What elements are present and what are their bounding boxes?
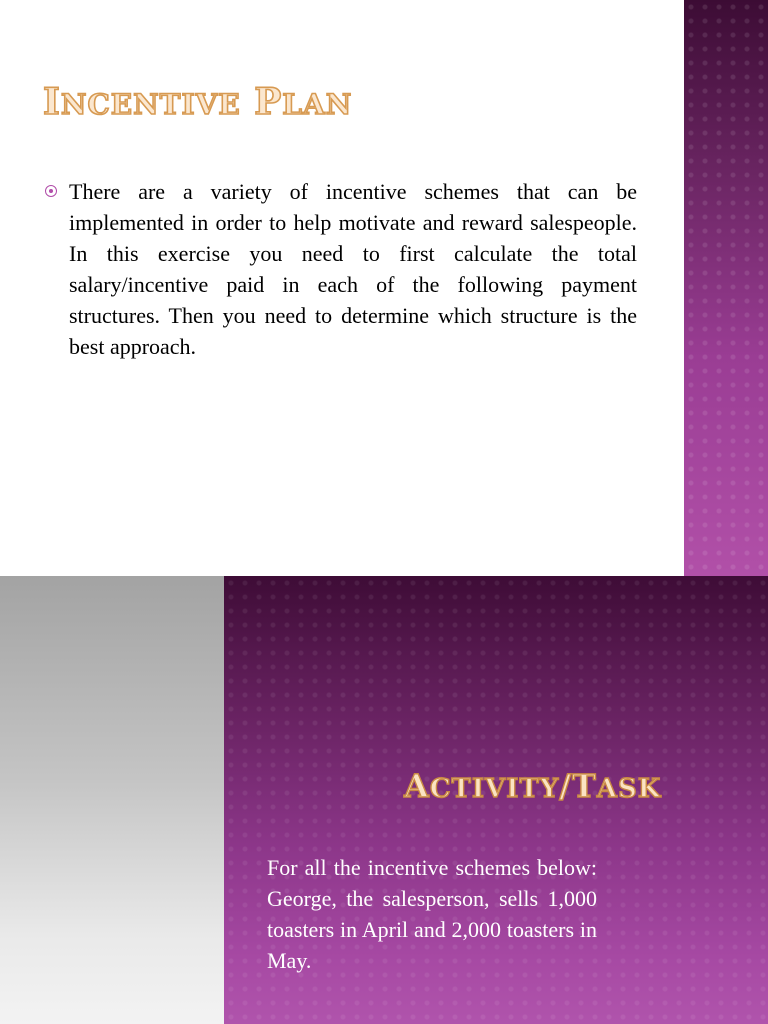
bullet-text: There are a variety of incentive schemes that can be implemented in order to help motivate and reward salespeople. In this exercise you need to first calculate the total salary/incentive paid in each of the following payment structures. Then you need to determine which structure is the best approach. [69, 179, 637, 359]
body-text: For all the incentive schemes below: George, the salesperson, sells 1,000 toasters in April and 2,000 toasters in May. [267, 855, 597, 973]
slide-title: INCENTIVE PLAN [43, 81, 353, 123]
slide-activity-task [0, 576, 768, 1024]
slide-title: ACTIVITY/TASK [404, 767, 662, 805]
circled-dot-icon [45, 185, 57, 197]
bullet-list [45, 176, 639, 362]
decorative-side-band [684, 0, 768, 576]
decorative-gray-panel [0, 576, 224, 1024]
